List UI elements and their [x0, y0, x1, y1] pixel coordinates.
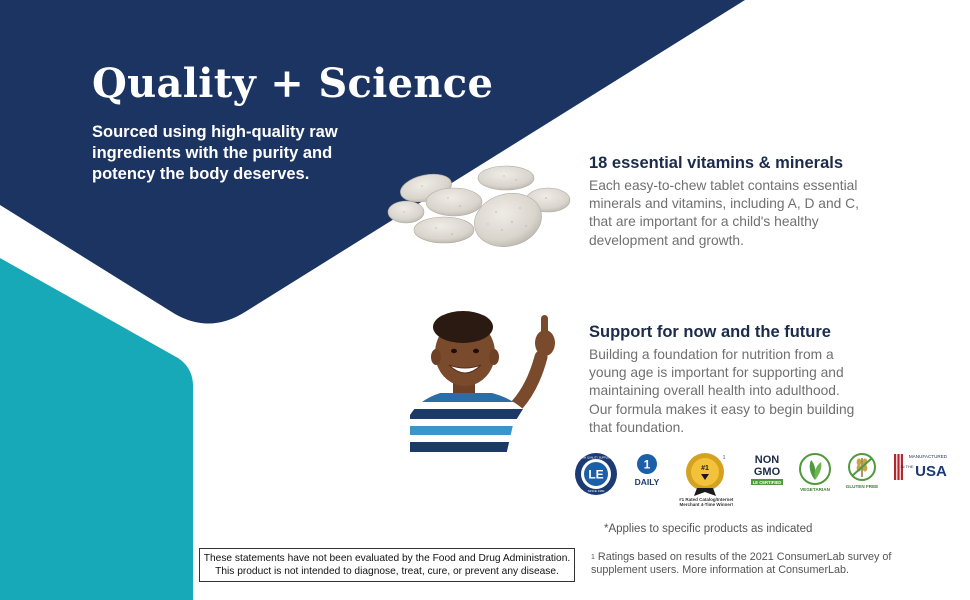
daily-label: DAILY [634, 477, 660, 487]
le-seal-label: LE [588, 467, 604, 482]
certification-badges [574, 452, 954, 518]
gluten-free-icon [844, 452, 880, 494]
le-quality-seal-icon [574, 452, 618, 496]
usa-line2: IN THE [900, 464, 914, 469]
feature-body: Building a foundation for nutrition from a young age is important for supporting and maintaining overall health into adulthood. Our formula makes it easy to begin building that foundation. [589, 347, 855, 435]
fda-disclaimer [199, 548, 575, 582]
one-daily-icon [630, 452, 664, 490]
feature-body: Each easy-to-chew tablet contains essential minerals and vitamins, including A, D and C, that are important for a child's healthy development and growth. [589, 178, 859, 248]
gluten-free-label: GLUTEN FREE [846, 484, 879, 489]
applies-note: *Applies to specific products as indicated [604, 523, 813, 535]
le-seal-ring-text: PREMIUM QUALITY SUPPLEMENTS [574, 456, 618, 460]
tablets-image [386, 160, 572, 252]
award-number: #1 [701, 465, 710, 472]
ratings-footnote [591, 551, 911, 577]
hero-title: Quality + Science [92, 60, 494, 107]
usa-line3: USA [915, 463, 947, 480]
vegetarian-leaf-icon [797, 452, 833, 494]
non-gmo-icon [749, 452, 785, 492]
child-thumbs-up-image [405, 305, 570, 460]
teal-panel-shape [0, 258, 193, 600]
usa-flag-icon [892, 452, 954, 484]
feature-vitamins [589, 154, 864, 250]
usa-line1: MANUFACTURED [908, 454, 948, 459]
feature-heading: 18 essential vitamins & minerals [589, 154, 844, 172]
non-gmo-line3: LE CERTIFIED [752, 479, 782, 485]
le-seal-since: SINCE 1980 [587, 489, 605, 493]
award-caption: #1 Rated Catalog/Internet Merchant 4-Time Winner! [679, 497, 734, 507]
ratings-footnote-text: Ratings based on results of the 2021 ConsumerLab survey of supplement users. More information at ConsumerLab. [591, 551, 892, 576]
award-sup: 1 [722, 455, 726, 461]
daily-number: 1 [643, 457, 650, 472]
fda-line-1: These statements have not been evaluated by the Food and Drug Administration. [203, 553, 571, 564]
ratings-footnote-marker: 1 [591, 554, 595, 561]
feature-heading: Support for now and the future [589, 323, 831, 341]
non-gmo-line2: GMO [753, 466, 781, 478]
consumerlab-award-icon [675, 452, 737, 507]
hero-subtitle: Sourced using high-quality raw ingredients with the purity and potency the body deserves. [92, 123, 338, 183]
fda-line-2: This product is not intended to diagnose, treat, cure, or prevent any disease. [215, 566, 559, 577]
feature-future-support [589, 323, 864, 437]
vegetarian-label: VEGETARIAN [799, 487, 830, 492]
non-gmo-line1: NON [754, 454, 780, 466]
